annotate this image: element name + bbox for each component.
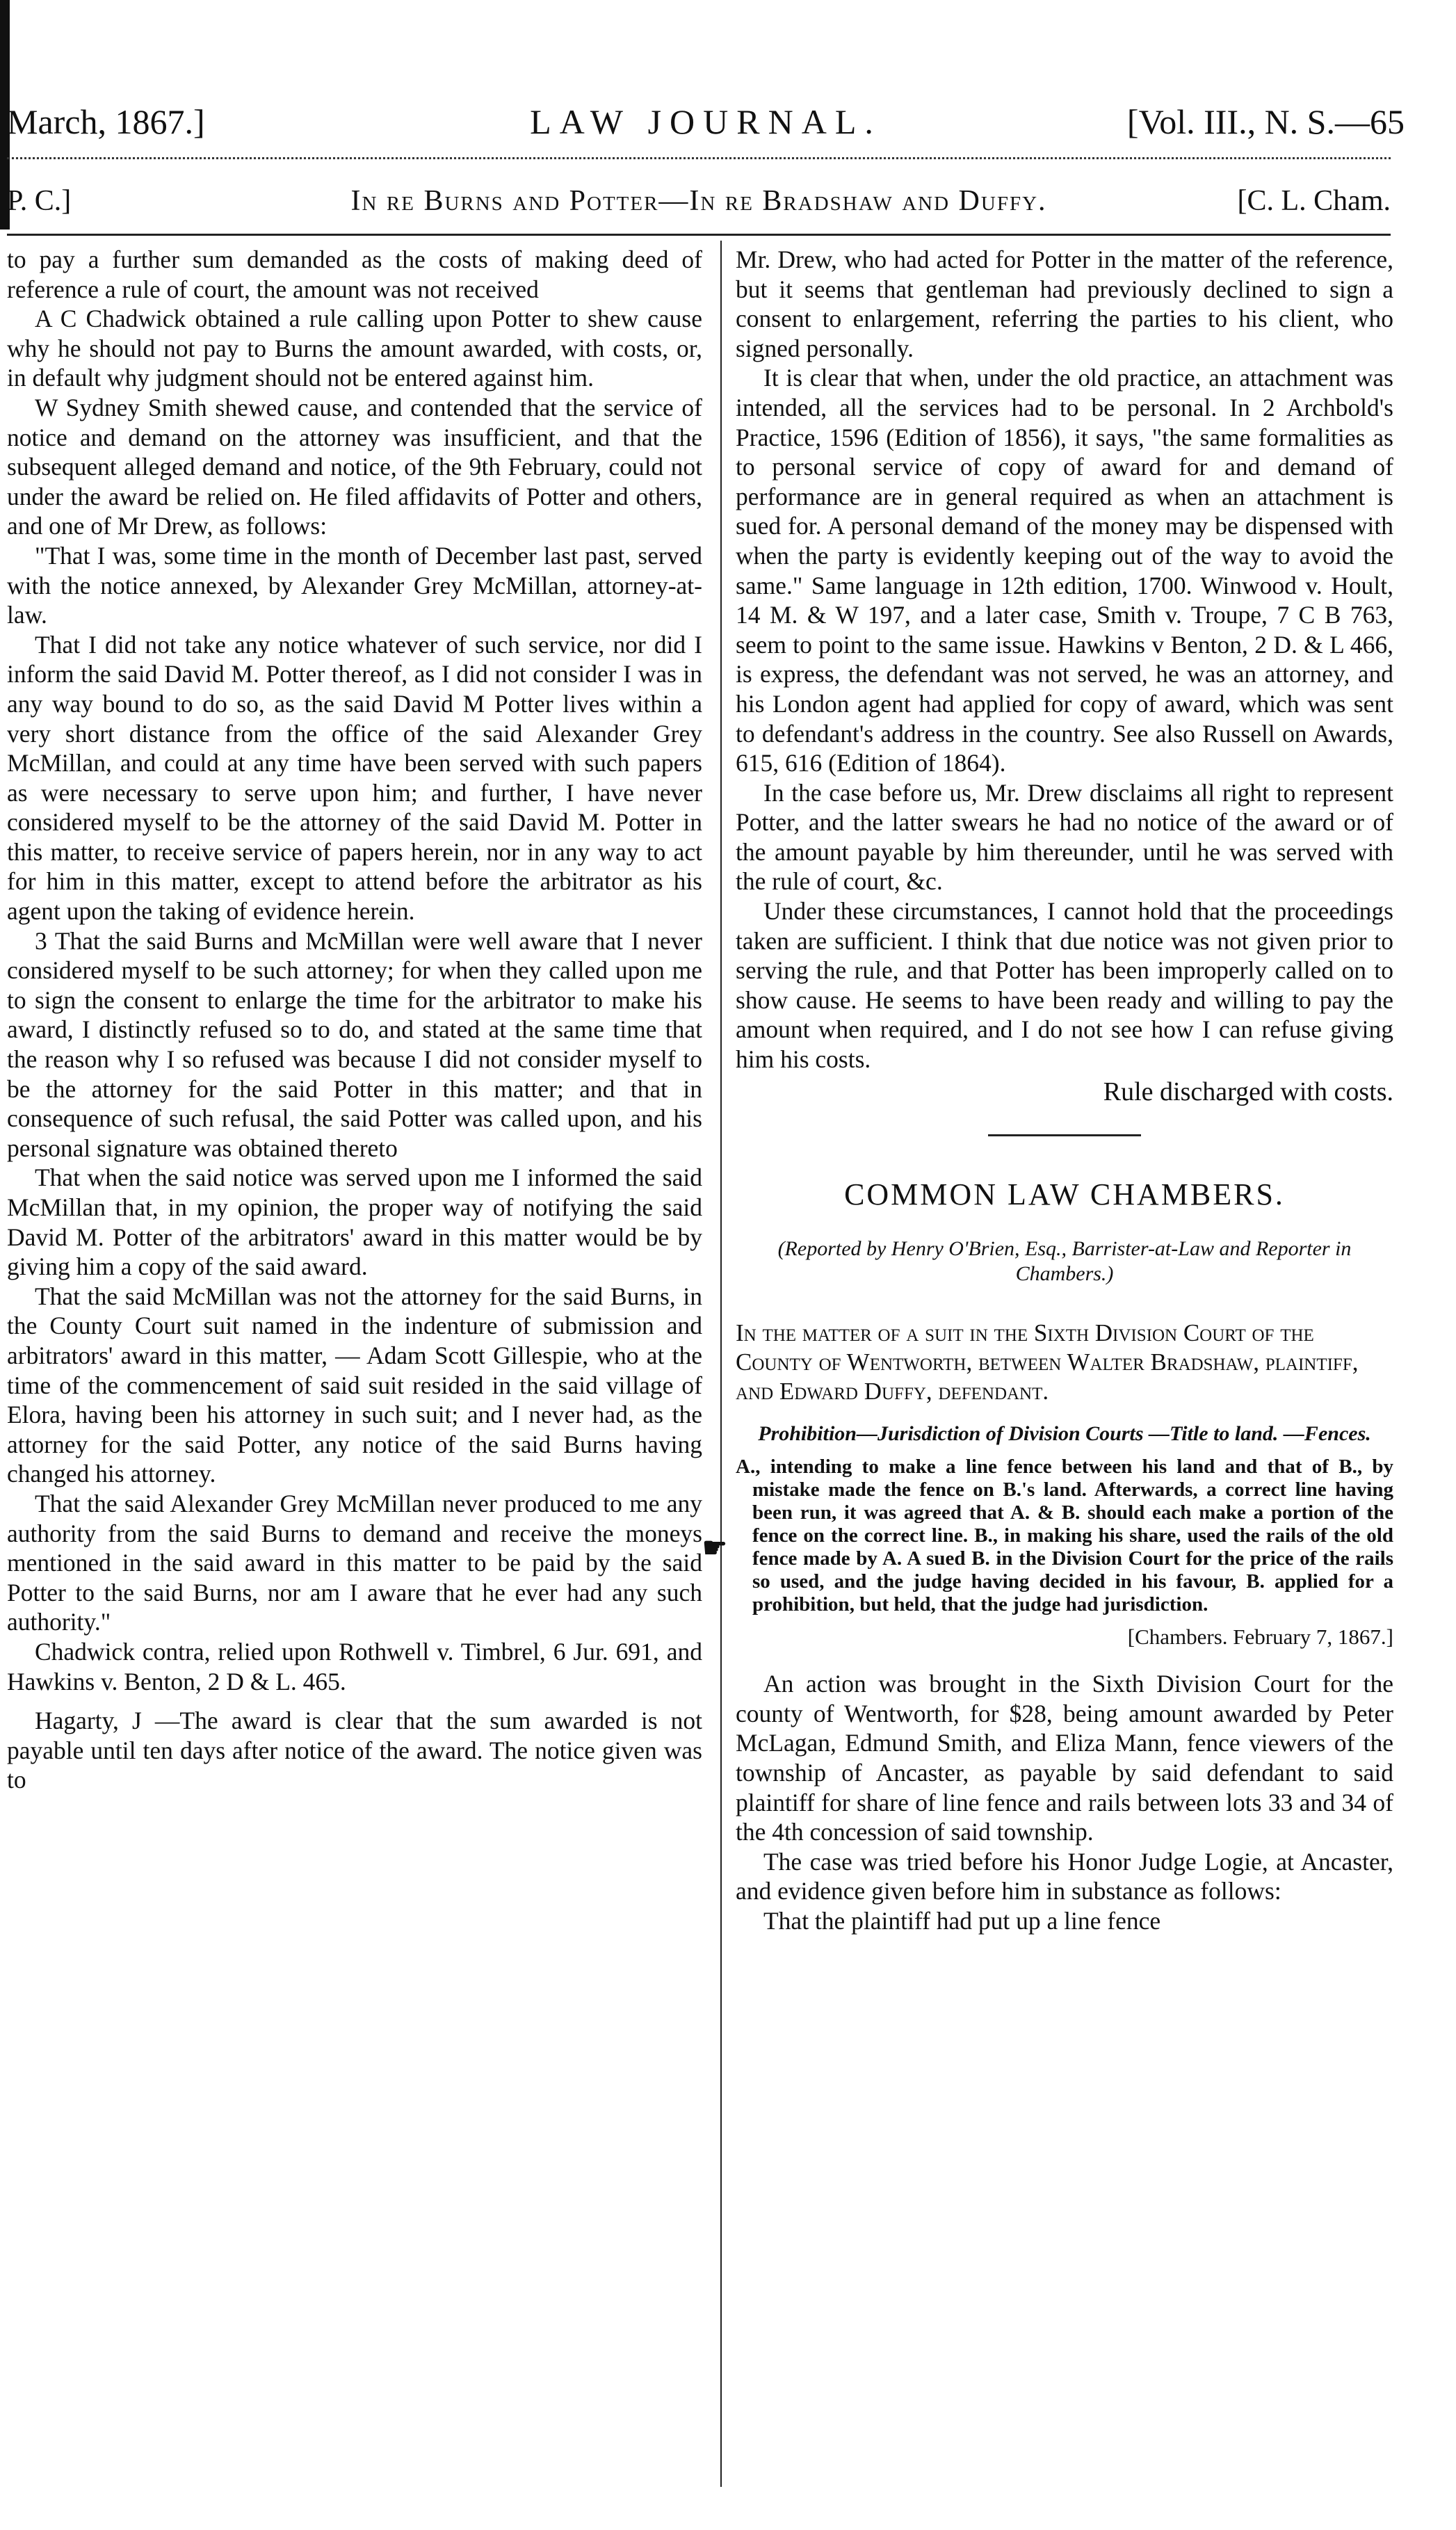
paragraph: An action was brought in the Sixth Division Court for the county of Wentworth, for $28, being amount awarded by Peter McLagan, Edmund Smith, and Eliza Mann, fence viewers of the township of Ancaster, as payable by said defendant to said plaintiff for share of line fence and rails between lots 33 and 34 of the 4th concession of said township. — [736, 1670, 1393, 1846]
running-head-volume: [Vol. III., N. S.—65 — [1126, 102, 1405, 141]
paragraph: In the case before us, Mr. Drew disclaims all right to represent Potter, and the latter swears he had no notice of the award or of the amount payable by him thereunder, until he was served with the rule of court, &c. — [736, 778, 1393, 896]
paragraph: Hagarty, J —The award is clear that the sum awarded is not payable until ten days after notice of the award. The notice given was to — [7, 1707, 702, 1794]
paragraph: The case was tried before his Honor Judge Logie, at Ancaster, and evidence given before him in substance as follows: — [736, 1847, 1393, 1905]
paragraph: That the plaintiff had put up a line fence — [763, 1906, 1161, 1935]
running-head-date: March, 1867.] — [7, 102, 205, 141]
running-head-title: LAW JOURNAL. — [530, 102, 882, 141]
sub-head-chambers: [C. L. Cham. — [1237, 185, 1391, 217]
paragraph: to pay a further sum demanded as the costs of making deed of reference a rule of court, the amount was not received — [7, 245, 702, 303]
paragraph: That when the said notice was served upon me I informed the said McMillan that, in my opinion, the proper way of notifying the said David M. Potter of the arbitrators' award in this matter would be by giving him a copy of the said award. — [7, 1163, 702, 1281]
sub-head-court: P. C.] — [7, 185, 72, 217]
paragraph: It is clear that when, under the old practice, an attachment was intended, all the services had to be personal. In 2 Archbold's Practice, 1596 (Edition of 1856), it says, "the same formalities as to personal service of copy of award for and demand of performance are in general required as when an attachment is sued for. A personal demand of the money may be dispensed with when the party is evidently keeping out of the way to avoid the same." Same language in 12th edition, 1700. Winwood v. Hoult, 14 M. & W 197, and a later case, Smith v. Troupe, 7 C B 763, seem to point to the same issue. Hawkins v Benton, 2 D. & L 466, is express, the defendant was not served, he was an attorney, and his London agent had applied for copy of award, which was sent to defendant's address in the country. See also Russell on Awards, 615, 616 (Edition of 1864). — [736, 364, 1393, 777]
paragraph: 3 That the said Burns and McMillan were well aware that I never considered myself to be such attorney; for when they called upon me to sign the consent to enlarge the time for the arbitrator to make his award, I distinctly refused so to do, and stated at the same time that the reason why I so refused was because I did not consider myself to be the attorney for the said Potter in this matter; and that in consequence of such refusal, the said Potter was called upon, and his personal signature was obtained thereto — [7, 926, 702, 1162]
sub-head — [7, 177, 1391, 225]
right-column — [702, 245, 1393, 2505]
column-divider — [720, 241, 722, 2487]
paragraph: That I did not take any notice whatever of such service, nor did I inform the said David M. Potter thereof, as I did not consider I was in any way bound to do so, as the said David M Potter lives within a very short distance from the office of the said Alexander Grey McMillan, and could at any time have been served with such papers as were necessary to serve upon him; and further, I have never considered myself to be the attorney of the said David M. Potter in this matter, to receive service of papers herein, nor in any way to act for him in this matter, except to attend before the arbitrator as his agent upon the taking of evidence herein. — [7, 630, 702, 926]
chambers-date: [Chambers. February 7, 1867.] — [1127, 1625, 1393, 1650]
pointing-hand-icon: ☛ — [702, 1532, 727, 1564]
paragraph: W Sydney Smith shewed cause, and contended that the service of notice and demand on the attorney was insufficient, and that the subsequent alleged demand and notice, of the 9th February, could not under the award be relied on. He filed affidavits of Potter and others, and one of Mr Drew, as follows: — [7, 393, 702, 540]
section-title: COMMON LAW CHAMBERS. — [844, 1177, 1285, 1212]
case-title: In the matter of a suit in the Sixth Division Court of the County of Wentworth, between Walter Bradshaw, plaintiff, and Edward Duffy, defendant. — [736, 1319, 1359, 1405]
paragraph: That the said Alexander Grey McMillan never produced to me any authority from the said Burns to demand and receive the moneys mentioned in the said award in this matter to be paid by the said Potter to the said Burns, nor am I aware that he ever had any such authority." — [7, 1489, 702, 1636]
ruling: Rule discharged with costs. — [1103, 1077, 1393, 1106]
paragraph: "That I was, some time in the month of December last past, served with the notice annexed, by Alexander Grey McMillan, attorney-at-law. — [7, 541, 702, 629]
running-head — [7, 97, 1405, 146]
paragraph: Under these circumstances, I cannot hold that the proceedings taken are sufficient. I think that due notice was not given prior to serving the rule, and that Potter has been improperly called on to show cause. He seems to have been ready and willing to pay the amount when required, and I do not see how I can refuse giving him his costs. — [736, 897, 1393, 1074]
dotted-rule — [7, 157, 1391, 159]
paragraph: A C Chadwick obtained a rule calling upon Potter to shew cause why he should not pay to Burns the amount awarded, with costs, or, in default why judgment should not be entered against him. — [7, 305, 702, 392]
paragraph: Mr. Drew, who had acted for Potter in the matter of the reference, but it seems that gentleman had previously declined to sign a consent to enlargement, referring the parties to his client, who signed personally. — [736, 245, 1393, 362]
headnote-text: A., intending to make a line fence between his land and that of B., by mistake made the fence on B.'s land. Afterwards, a correct line having been run, it was agreed that A. & B. should each make a portion of the fence on the correct line. B., in making his share, used the rails of the old fence made by A. A sued B. in the Division Court for the price of the rails so used, and the judge having decided in his favour, B. applied for a prohibition, but held, that the judge had jurisdiction. — [736, 1456, 1393, 1616]
section-rule — [988, 1134, 1141, 1136]
left-column — [7, 245, 702, 2505]
headnote — [702, 1456, 1393, 1616]
case-subtitle: Prohibition—Jurisdiction of Division Courts —Title to land. —Fences. — [758, 1422, 1371, 1446]
paragraph: Chadwick contra, relied upon Rothwell v. Timbrel, 6 Jur. 691, and Hawkins v. Benton, 2 D & L. 465. — [7, 1637, 702, 1695]
reporter-line: (Reported by Henry O'Brien, Esq., Barrister-at-Law and Reporter in Chambers.) — [777, 1237, 1352, 1286]
header-rule — [7, 234, 1391, 236]
paragraph: That the said McMillan was not the attorney for the said Burns, in the County Court suit named in the indenture of submission and arbitrators' award in this matter, — Adam Scott Gillespie, who at the time of the commencement of said suit resided in the said village of Elora, having been his attorney in such suit; and I never had, as the attorney for the said Potter, any notice of the said Burns having changed his attorney. — [7, 1282, 702, 1488]
sub-head-cases: In re Burns and Potter—In re Bradshaw and Duffy. — [350, 185, 1047, 217]
